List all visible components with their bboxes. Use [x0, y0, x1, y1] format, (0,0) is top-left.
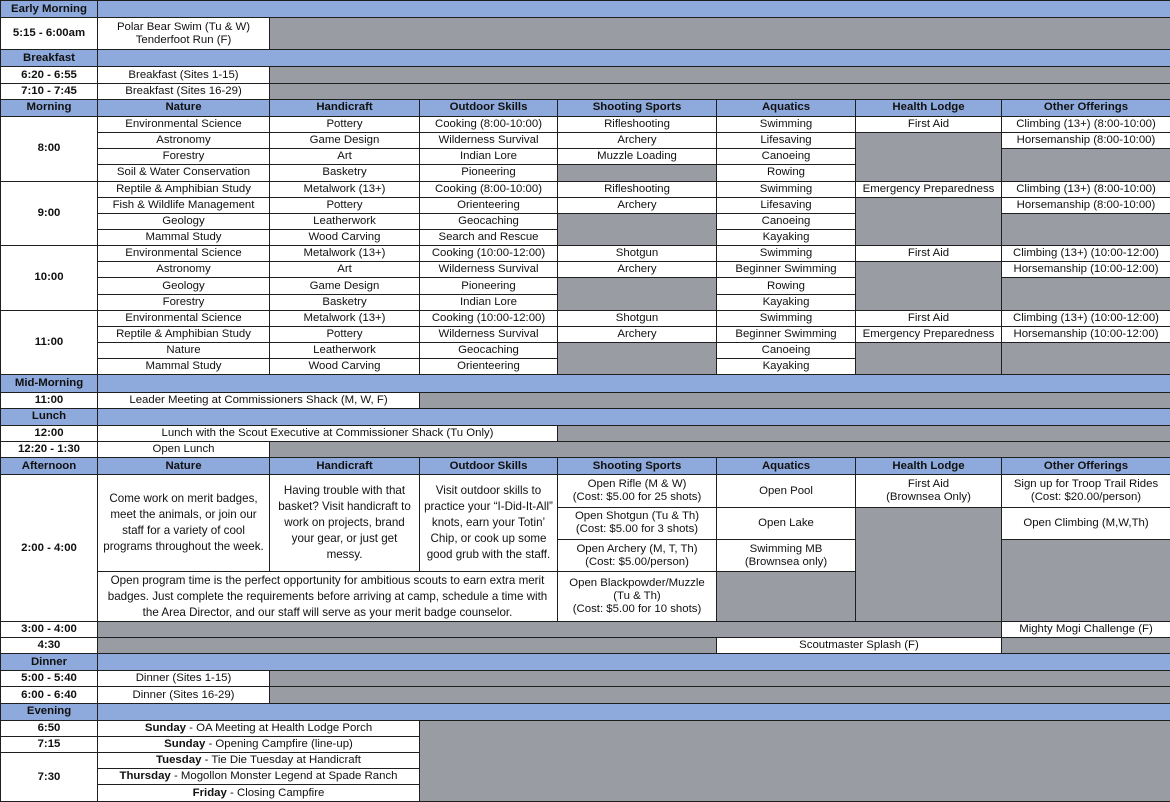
activity-cell	[98, 769, 420, 785]
section-bar	[98, 1, 1170, 18]
section-label-mid-morning: Mid-Morning	[1, 375, 98, 392]
activity-cell: Fish & Wildlife Management	[98, 197, 270, 213]
activity-cell: Wilderness Survival	[420, 326, 558, 342]
activity-cell: Metalwork (13+)	[270, 246, 420, 262]
description-cell: Open program time is the perfect opportunity for ambitious scouts to earn extra merit badges. Just complete the requirements before arriving at camp, schedule a time with the Area Director, and our staff will serve as your merit badge counselor.	[98, 572, 558, 621]
empty-cell	[420, 720, 1170, 801]
time-slot: 7:15	[1, 736, 98, 752]
cell-text: (Cost: $5.00/person)	[585, 555, 689, 568]
activity-cell: Dinner (Sites 1-15)	[98, 671, 270, 687]
activity-cell: Kayaking	[717, 230, 856, 246]
activity-cell: Pioneering	[420, 165, 558, 181]
cell-text: Polar Bear Swim (Tu & W)	[116, 20, 251, 33]
activity-cell: Canoeing	[717, 149, 856, 165]
empty-cell	[856, 197, 1002, 245]
cell-text: Open Archery (M, T, Th)	[576, 542, 698, 555]
activity-cell: Metalwork (13+)	[270, 181, 420, 197]
activity-cell: Geology	[98, 213, 270, 229]
activity-cell: Muzzle Loading	[558, 149, 717, 165]
empty-cell	[270, 67, 1170, 83]
activity-cell: Canoeing	[717, 343, 856, 359]
activity-cell: Climbing (13+) (10:00-12:00)	[1002, 246, 1170, 262]
activity-cell: Wood Carving	[270, 359, 420, 375]
activity-cell: Swimming	[717, 246, 856, 262]
activity-cell: Open Climbing (M,W,Th)	[1002, 507, 1170, 539]
section-label-breakfast: Breakfast	[1, 50, 98, 67]
activity-cell: Astronomy	[98, 133, 270, 149]
cell-text: (Brownsea only)	[744, 555, 828, 568]
empty-cell	[1002, 213, 1170, 245]
activity-cell: Cooking (8:00-10:00)	[420, 181, 558, 197]
activity-cell: Art	[270, 149, 420, 165]
column-header-handicraft: Handicraft	[270, 458, 420, 475]
empty-cell	[420, 392, 1170, 408]
cell-text: (Tu & Th)	[613, 590, 661, 603]
section-bar	[98, 654, 1170, 671]
section-label-dinner: Dinner	[1, 654, 98, 671]
activity-cell: Soil & Water Conservation	[98, 165, 270, 181]
section-label-lunch: Lunch	[1, 408, 98, 425]
activity-cell: Scoutmaster Splash (F)	[717, 637, 1002, 653]
activity-cell	[558, 475, 717, 507]
activity-cell: Open Lake	[717, 507, 856, 539]
activity-cell: Dinner (Sites 16-29)	[98, 687, 270, 703]
column-header-nature: Nature	[98, 99, 270, 116]
activity-cell: Swimming	[717, 310, 856, 326]
empty-cell	[98, 637, 717, 653]
activity-cell: Archery	[558, 133, 717, 149]
description-cell: Come work on merit badges, meet the animals, or join our staff for a variety of cool programs throughout the week.	[98, 475, 270, 572]
column-header-nature: Nature	[98, 458, 270, 475]
empty-cell	[558, 165, 717, 181]
activity-cell	[558, 507, 717, 539]
activity-cell: Archery	[558, 262, 717, 278]
time-slot: 7:30	[1, 753, 98, 802]
empty-cell	[856, 133, 1002, 181]
activity-cell: Climbing (13+) (8:00-10:00)	[1002, 181, 1170, 197]
cell-text: - Opening Campfire (line-up)	[205, 738, 353, 750]
activity-cell: First Aid	[856, 246, 1002, 262]
activity-cell: Lifesaving	[717, 197, 856, 213]
time-slot: 8:00	[1, 116, 98, 181]
cell-text: Tenderfoot Run (F)	[135, 33, 232, 46]
cell-text: First Aid	[907, 478, 950, 491]
activity-cell: Geocaching	[420, 213, 558, 229]
section-bar	[98, 50, 1170, 67]
time-slot: 6:50	[1, 720, 98, 736]
column-header-shooting-sports: Shooting Sports	[558, 458, 717, 475]
column-header-handicraft: Handicraft	[270, 99, 420, 116]
activity-cell: Climbing (13+) (8:00-10:00)	[1002, 116, 1170, 132]
empty-cell	[558, 425, 1170, 441]
day-label: Thursday	[119, 770, 171, 783]
empty-cell	[1002, 540, 1170, 622]
time-slot: 3:00 - 4:00	[1, 621, 98, 637]
cell-text: - Tie Die Tuesday at Handicraft	[201, 754, 361, 767]
section-label-early-morning: Early Morning	[1, 1, 98, 18]
activity-cell: Breakfast (Sites 1-15)	[98, 67, 270, 83]
time-slot: 11:00	[1, 310, 98, 375]
activity-cell	[98, 736, 420, 752]
activity-cell	[98, 18, 270, 50]
activity-cell: Forestry	[98, 149, 270, 165]
activity-cell: Climbing (13+) (10:00-12:00)	[1002, 310, 1170, 326]
activity-cell	[717, 540, 856, 572]
activity-cell: Nature	[98, 343, 270, 359]
activity-cell: Horsemanship (8:00-10:00)	[1002, 133, 1170, 149]
activity-cell: Mammal Study	[98, 359, 270, 375]
activity-cell: Shotgun	[558, 310, 717, 326]
activity-cell: Lifesaving	[717, 133, 856, 149]
time-slot: 4:30	[1, 637, 98, 653]
cell-text: Sign up for Troop Trail Rides	[1013, 478, 1159, 491]
time-slot: 12:20 - 1:30	[1, 442, 98, 458]
activity-cell: Wilderness Survival	[420, 262, 558, 278]
empty-cell	[1002, 343, 1170, 375]
empty-cell	[558, 213, 717, 245]
activity-cell: Shotgun	[558, 246, 717, 262]
activity-cell: Mammal Study	[98, 230, 270, 246]
activity-cell	[98, 785, 420, 802]
column-header-other-offerings: Other Offerings	[1002, 99, 1170, 116]
activity-cell: Indian Lore	[420, 149, 558, 165]
activity-cell	[98, 753, 420, 769]
empty-cell	[558, 278, 717, 310]
column-header-outdoor-skills: Outdoor Skills	[420, 99, 558, 116]
activity-cell: Open Pool	[717, 475, 856, 507]
time-slot: 5:00 - 5:40	[1, 671, 98, 687]
activity-cell: Cooking (10:00-12:00)	[420, 310, 558, 326]
activity-cell	[558, 572, 717, 621]
time-slot: 6:20 - 6:55	[1, 67, 98, 83]
empty-cell	[856, 343, 1002, 375]
activity-cell: Pioneering	[420, 278, 558, 294]
time-slot: 5:15 - 6:00am	[1, 18, 98, 50]
column-header-aquatics: Aquatics	[717, 458, 856, 475]
section-bar	[98, 375, 1170, 392]
cell-text: Open Rifle (M & W)	[587, 478, 687, 491]
activity-cell: Rifleshooting	[558, 181, 717, 197]
cell-text: - Closing Campfire	[226, 786, 325, 799]
activity-cell: Wood Carving	[270, 230, 420, 246]
activity-cell: Reptile & Amphibian Study	[98, 326, 270, 342]
activity-cell: Horsemanship (8:00-10:00)	[1002, 197, 1170, 213]
time-slot: 12:00	[1, 425, 98, 441]
activity-cell: Canoeing	[717, 213, 856, 229]
empty-cell	[270, 18, 1170, 50]
activity-cell: Search and Rescue	[420, 230, 558, 246]
column-header-shooting-sports: Shooting Sports	[558, 99, 717, 116]
day-label: Tuesday	[156, 754, 202, 767]
empty-cell	[558, 343, 717, 375]
activity-cell: Metalwork (13+)	[270, 310, 420, 326]
day-label: Sunday	[144, 721, 186, 734]
activity-cell: Emergency Preparedness	[856, 326, 1002, 342]
cell-text: (Cost: $5.00 for 3 shots)	[575, 523, 699, 536]
empty-cell	[856, 262, 1002, 310]
activity-cell: Rifleshooting	[558, 116, 717, 132]
section-label-morning: Morning	[1, 99, 98, 116]
activity-cell: Geocaching	[420, 343, 558, 359]
day-label: Sunday	[164, 738, 206, 750]
activity-cell: Horsemanship (10:00-12:00)	[1002, 262, 1170, 278]
cell-text: - Mogollon Monster Legend at Spade Ranch	[170, 770, 398, 783]
activity-cell: Indian Lore	[420, 294, 558, 310]
time-slot: 9:00	[1, 181, 98, 246]
empty-cell	[1002, 278, 1170, 310]
cell-text: (Brownsea Only)	[886, 491, 971, 504]
empty-cell	[270, 671, 1170, 687]
activity-cell: Astronomy	[98, 262, 270, 278]
activity-cell: Lunch with the Scout Executive at Commissioner Shack (Tu Only)	[98, 425, 558, 441]
time-slot: 11:00	[1, 392, 98, 408]
activity-cell: Environmental Science	[98, 310, 270, 326]
time-slot: 7:10 - 7:45	[1, 83, 98, 99]
activity-cell: Basketry	[270, 165, 420, 181]
description-cell: Having trouble with that basket? Visit handicraft to work on projects, brand your gear, or just get messy.	[270, 475, 420, 572]
activity-cell: Orienteering	[420, 197, 558, 213]
activity-cell: Cooking (10:00-12:00)	[420, 246, 558, 262]
activity-cell: Beginner Swimming	[717, 326, 856, 342]
activity-cell: Pottery	[270, 326, 420, 342]
activity-cell: Archery	[558, 326, 717, 342]
column-header-health-lodge: Health Lodge	[856, 99, 1002, 116]
activity-cell: Swimming	[717, 181, 856, 197]
day-label: Friday	[192, 786, 227, 799]
empty-cell	[270, 83, 1170, 99]
column-header-other-offerings: Other Offerings	[1002, 458, 1170, 475]
column-header-aquatics: Aquatics	[717, 99, 856, 116]
activity-cell: Archery	[558, 197, 717, 213]
cell-text: (Cost: $20.00/person)	[1030, 491, 1142, 504]
activity-cell	[856, 475, 1002, 507]
activity-cell: Kayaking	[717, 359, 856, 375]
cell-text: - OA Meeting at Health Lodge Porch	[186, 721, 373, 734]
activity-cell: Horsemanship (10:00-12:00)	[1002, 326, 1170, 342]
section-bar	[98, 703, 1170, 720]
activity-cell: Kayaking	[717, 294, 856, 310]
empty-cell	[717, 572, 856, 621]
empty-cell	[856, 507, 1002, 621]
activity-cell: Rowing	[717, 278, 856, 294]
empty-cell	[270, 442, 1170, 458]
activity-cell: Wilderness Survival	[420, 133, 558, 149]
empty-cell	[1002, 149, 1170, 181]
activity-cell: Breakfast (Sites 16-29)	[98, 83, 270, 99]
activity-cell: Game Design	[270, 133, 420, 149]
description-cell: Visit outdoor skills to practice your “I-Did-It-All” knots, earn your Totin’ Chip, or cook up some good grub with the staff.	[420, 475, 558, 572]
section-label-afternoon: Afternoon	[1, 458, 98, 475]
activity-cell: Environmental Science	[98, 116, 270, 132]
cell-text: (Cost: $5.00 for 10 shots)	[572, 603, 702, 616]
empty-cell	[270, 687, 1170, 703]
activity-cell: Leatherwork	[270, 213, 420, 229]
activity-cell: Art	[270, 262, 420, 278]
activity-cell: First Aid	[856, 310, 1002, 326]
time-slot: 10:00	[1, 246, 98, 311]
column-header-outdoor-skills: Outdoor Skills	[420, 458, 558, 475]
cell-text: (Cost: $5.00 for 25 shots)	[572, 491, 702, 504]
activity-cell: Cooking (8:00-10:00)	[420, 116, 558, 132]
activity-cell: Geology	[98, 278, 270, 294]
activity-cell: First Aid	[856, 116, 1002, 132]
activity-cell: Orienteering	[420, 359, 558, 375]
section-label-evening: Evening	[1, 703, 98, 720]
activity-cell: Environmental Science	[98, 246, 270, 262]
time-slot: 6:00 - 6:40	[1, 687, 98, 703]
activity-cell: Open Lunch	[98, 442, 270, 458]
activity-cell: Basketry	[270, 294, 420, 310]
cell-text: Open Shotgun (Tu & Th)	[574, 510, 700, 523]
activity-cell: Emergency Preparedness	[856, 181, 1002, 197]
cell-text: Open Blackpowder/Muzzle	[569, 577, 705, 590]
activity-cell	[558, 540, 717, 572]
activity-cell	[1002, 475, 1170, 507]
activity-cell: Rowing	[717, 165, 856, 181]
activity-cell: Swimming	[717, 116, 856, 132]
activity-cell: Mighty Mogi Challenge (F)	[1002, 621, 1170, 637]
activity-cell: Leader Meeting at Commissioners Shack (M, W, F)	[98, 392, 420, 408]
activity-cell: Pottery	[270, 197, 420, 213]
activity-cell: Forestry	[98, 294, 270, 310]
activity-cell: Game Design	[270, 278, 420, 294]
activity-cell: Pottery	[270, 116, 420, 132]
time-slot: 2:00 - 4:00	[1, 475, 98, 621]
activity-cell: Reptile & Amphibian Study	[98, 181, 270, 197]
section-bar	[98, 408, 1170, 425]
column-header-health-lodge: Health Lodge	[856, 458, 1002, 475]
cell-text: Swimming MB	[749, 542, 823, 555]
empty-cell	[1002, 637, 1170, 653]
activity-cell: Leatherwork	[270, 343, 420, 359]
activity-cell	[98, 720, 420, 736]
activity-cell: Beginner Swimming	[717, 262, 856, 278]
empty-cell	[98, 621, 1002, 637]
